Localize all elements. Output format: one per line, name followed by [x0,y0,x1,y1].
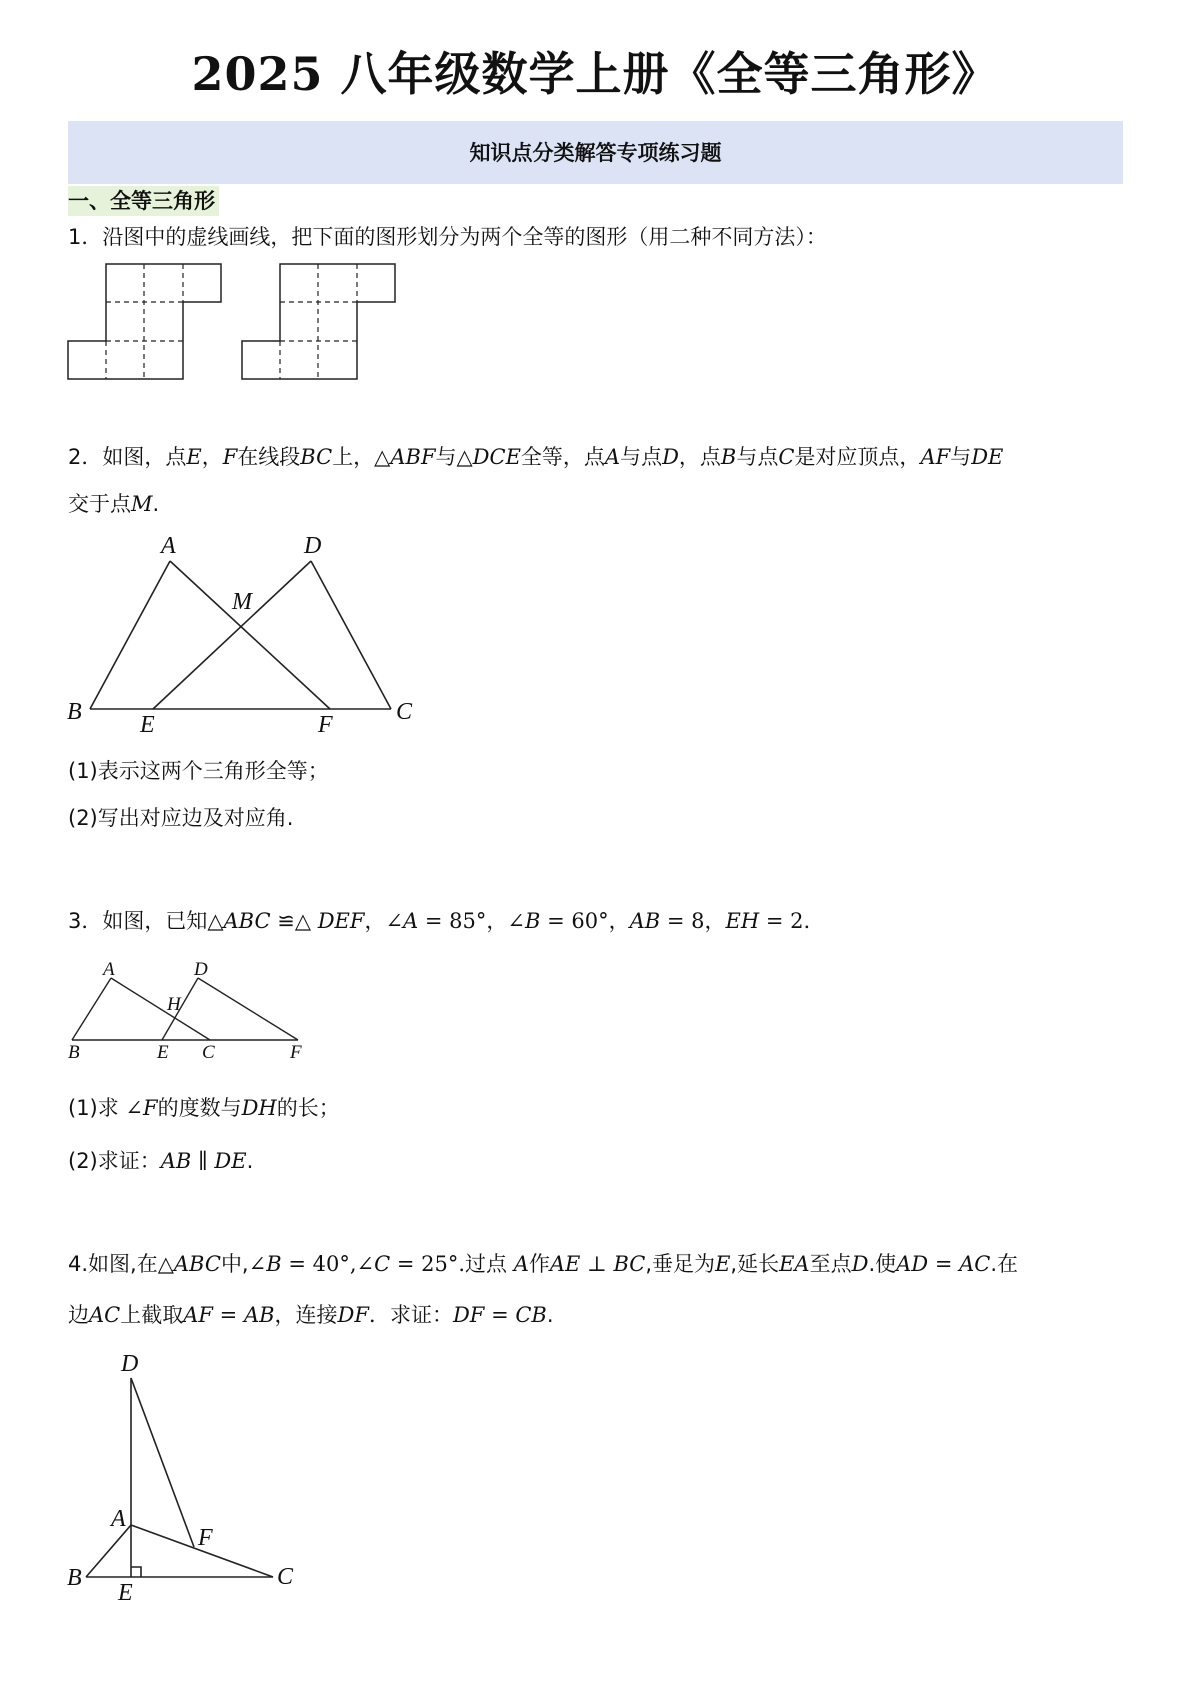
q4-line2: 边AC上截取AF = AB，连接DF．求证：DF = CB. [68,1303,554,1327]
q3-label-A: A [103,959,115,980]
q2-label-D: D [304,533,322,559]
subtitle: 知识点分类解答专项练习题 [469,140,722,165]
q3-line: 3．如图，已知△ABC ≌△ DEF，∠A = 85°，∠B = 60°，AB = 8，EH = 2. [68,909,811,933]
q2-seg-DE [153,561,311,709]
q2-line2: 交于点M. [68,492,160,516]
q2-seg-DC [311,561,391,709]
q4-label-F: F [198,1525,213,1551]
q4-right-angle-mark [131,1567,141,1577]
q1-text: 1．沿图中的虚线画线，把下面的图形划分为两个全等的图形（用二种不同方法）： [68,225,827,249]
section-heading: 一、全等三角形 [68,186,219,216]
q3-label-B: B [68,1042,80,1063]
q2-label-F: F [318,712,333,738]
q3-label-H: H [167,994,181,1015]
page-title: 2025 八年级数学上册《全等三角形》 [191,47,999,101]
q4-line1: 4.如图,在△ABC中,∠B = 40°,∠C = 25°.过点 A作AE ⊥ BC,垂足为E,延长EA至点D.使AD = AC.在 [68,1252,1019,1276]
q2-label-E: E [140,712,155,738]
q3-seg-AC [111,978,210,1040]
q3-seg-DF [198,978,298,1040]
q4-label-A: A [111,1506,126,1532]
q2-label-C: C [396,699,413,725]
q2-seg-AF [170,561,330,709]
q2-sub2: (2)写出对应边及对应角. [68,806,294,830]
q4-label-E: E [118,1580,133,1606]
q3-label-F: F [290,1042,302,1063]
q4-seg-DF [131,1378,194,1547]
q3-sub2: (2)求证：AB ∥ DE. [68,1149,254,1173]
q3-sub1: (1)求 ∠F的度数与DH的长； [68,1096,340,1120]
q2-seg-AB [90,561,170,709]
q3-label-C: C [202,1042,215,1063]
q2-label-M: M [232,589,252,615]
q3-label-D: D [194,959,208,980]
q2-line1: 2．如图，点E，F在线段BC上，△ABF与△DCE全等，点A与点D，点B与点C是对应顶点，AF与DE [68,445,1004,469]
q3-label-E: E [157,1042,169,1063]
q4-seg-AB [86,1525,131,1577]
q2-label-B: B [67,699,82,725]
q4-label-C: C [277,1564,294,1590]
q3-seg-AB [72,978,111,1040]
q4-label-D: D [121,1351,139,1377]
q2-label-A: A [161,533,176,559]
q4-label-B: B [67,1565,82,1591]
q2-sub1: (1)表示这两个三角形全等； [68,759,329,783]
